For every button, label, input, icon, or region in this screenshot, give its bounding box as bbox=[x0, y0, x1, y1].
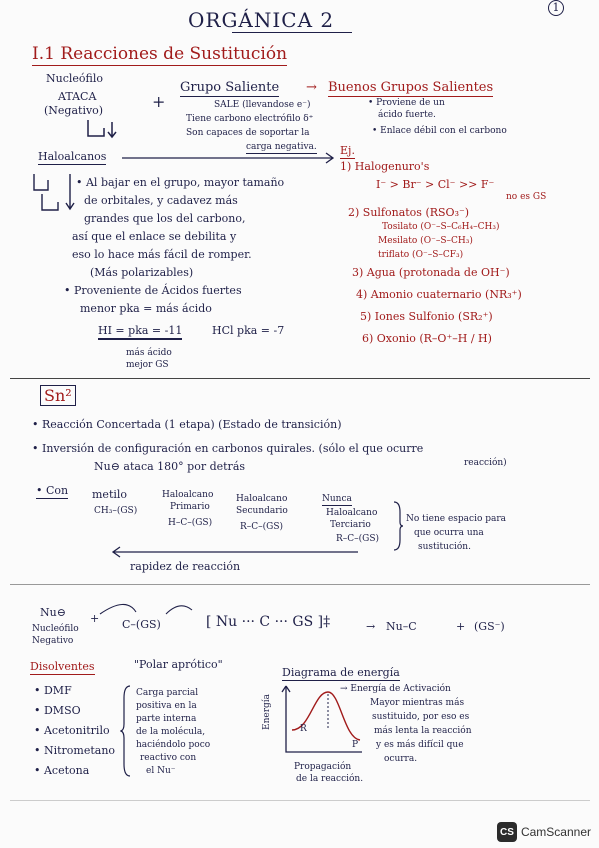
methyl-structure: CH₃–(GS) bbox=[94, 506, 138, 516]
note-line-2: de orbitales, y cadavez más bbox=[84, 194, 238, 207]
example-2-tosilato: Tosilato (O⁻–S–C₆H₄–CH₃) bbox=[382, 222, 500, 232]
note-line-1: • Al bajar en el grupo, mayor tamaño bbox=[76, 176, 285, 189]
ataca-label: ATACA bbox=[58, 90, 97, 103]
energy-note-2: Mayor mientras más bbox=[370, 698, 465, 708]
sn2-bullet-1: • Reacción Concertada (1 etapa) (Estado de transición) bbox=[32, 418, 342, 431]
secondary-label-1: Haloalcano bbox=[236, 494, 288, 504]
right-brace-icon bbox=[392, 500, 404, 552]
solvent-dmso: • DMSO bbox=[34, 704, 81, 717]
section-title: I.1 Reacciones de Sustitución bbox=[32, 44, 288, 64]
negativo-label: (Negativo) bbox=[44, 104, 104, 117]
page-number: 1 bbox=[548, 0, 564, 16]
solvents-type: "Polar aprótico" bbox=[134, 658, 223, 671]
note-line-6: (Más polarizables) bbox=[90, 266, 194, 279]
mech-nucleofilo: Nucleófilo bbox=[32, 624, 79, 634]
example-1-order: I⁻ > Br⁻ > Cl⁻ >> F⁻ bbox=[376, 178, 495, 191]
ejemplo-label: Ej. bbox=[340, 144, 355, 157]
primary-label-2: Primario bbox=[170, 502, 210, 512]
mech-nu: Nu⊖ bbox=[40, 606, 66, 619]
rapidez-label: rapidez de reacción bbox=[130, 560, 241, 573]
example-2-mesilato: Mesilato (O⁻–S–CH₃) bbox=[378, 236, 473, 246]
solvent-nitrometano: • Nitrometano bbox=[34, 744, 116, 757]
energy-note-3: sustituido, por eso es bbox=[372, 712, 470, 722]
example-4: 4) Amonio cuaternario (NR₃⁺) bbox=[356, 288, 522, 301]
solvent-acetonitrilo: • Acetonitrilo bbox=[34, 724, 110, 737]
mech-reactant: C–(GS) bbox=[122, 618, 161, 631]
example-1-note: no es GS bbox=[506, 192, 547, 202]
right-arrow-icon bbox=[118, 150, 340, 164]
energy-title: Diagrama de energía bbox=[282, 666, 400, 679]
note-line-7: • Proveniente de Ácidos fuertes bbox=[64, 284, 242, 297]
sn2-title: Sn² bbox=[40, 386, 76, 405]
hcl-pka: HCl pka = -7 bbox=[212, 324, 285, 337]
left-brace-icon bbox=[120, 684, 132, 778]
solvent-note-7: el Nu⁻ bbox=[146, 766, 176, 776]
solvents-title: Disolventes bbox=[30, 660, 95, 673]
energy-xlabel-2: de la reacción. bbox=[296, 774, 364, 784]
nucleofilo-label: Nucleófilo bbox=[46, 72, 103, 85]
con-label: • Con bbox=[36, 484, 69, 497]
secondary-label-2: Secundario bbox=[236, 506, 288, 516]
energy-note-4: más lenta la reacción bbox=[374, 726, 472, 736]
example-1: 1) Halogenuro's bbox=[340, 160, 430, 173]
metilo-label: metilo bbox=[92, 488, 128, 501]
example-5: 5) Iones Sulfonio (SR₂⁺) bbox=[360, 310, 493, 323]
energy-note-6: ocurra. bbox=[384, 754, 418, 764]
energy-xlabel-1: Propagación bbox=[294, 762, 352, 772]
title-underline bbox=[232, 32, 352, 33]
mejor-gs-label: mejor GS bbox=[126, 360, 169, 370]
energy-note-1: → Energía de Activación bbox=[340, 684, 451, 694]
secondary-structure: R–C–(GS) bbox=[240, 522, 284, 532]
haloalcanos-label: Haloalcanos bbox=[38, 150, 107, 163]
energy-p: P bbox=[352, 740, 359, 750]
note-line-4: así que el enlace se debilita y bbox=[72, 230, 237, 243]
solvent-note-5: haciéndolo poco bbox=[136, 740, 211, 750]
camscanner-watermark bbox=[497, 822, 591, 842]
grupo-saliente-label: Grupo Saliente bbox=[180, 80, 280, 95]
group-arrow-icon bbox=[30, 170, 78, 214]
proviene-line2: ácido fuerte. bbox=[378, 110, 436, 120]
mech-plus-2: + bbox=[456, 620, 466, 633]
sale-text: SALE (llevandose e⁻) bbox=[214, 100, 311, 110]
solvent-note-6: reactivo con bbox=[140, 753, 197, 763]
energy-note-5: y es más difícil que bbox=[376, 740, 464, 750]
solvent-dmf: • DMF bbox=[34, 684, 72, 697]
tertiary-label-2: Terciario bbox=[330, 520, 371, 530]
mech-arrow: → bbox=[366, 620, 376, 633]
mech-negativo: Negativo bbox=[32, 636, 74, 646]
mech-transition-state: [ Nu ··· C ··· GS ]‡ bbox=[206, 614, 331, 630]
note-line-8: menor pka = más ácido bbox=[80, 302, 212, 315]
camscanner-logo-icon: CS bbox=[497, 822, 517, 842]
buenos-arrow: → bbox=[306, 80, 317, 95]
solvent-acetona: • Acetona bbox=[34, 764, 90, 777]
proviene-line1: • Proviene de un bbox=[368, 98, 445, 108]
plus-sign: + bbox=[152, 92, 166, 111]
nunca-label: Nunca bbox=[322, 494, 352, 504]
note-line-3: grandes que los del carbono, bbox=[84, 212, 246, 225]
down-arrow-icon bbox=[82, 118, 126, 140]
solvent-note-4: de la molécula, bbox=[136, 727, 206, 737]
divider-2 bbox=[10, 584, 590, 585]
mech-gs-minus: (GS⁻) bbox=[474, 620, 505, 633]
carga-text: carga negativa. bbox=[246, 142, 317, 152]
page-bottom-edge bbox=[10, 800, 590, 801]
camscanner-brand: CamScanner bbox=[520, 825, 591, 839]
divider-1 bbox=[10, 378, 590, 379]
primary-label-1: Haloalcano bbox=[162, 490, 214, 500]
energy-diagram bbox=[270, 682, 370, 762]
curved-arrow-icon bbox=[96, 596, 206, 620]
mech-product: Nu–C bbox=[386, 620, 417, 633]
mas-acido-label: más ácido bbox=[126, 348, 172, 358]
example-2: 2) Sulfonatos (RSO₃⁻) bbox=[348, 206, 470, 219]
example-6: 6) Oxonio (R–O⁺–H / H) bbox=[362, 332, 492, 345]
no-espacio-line-3: sustitución. bbox=[418, 542, 471, 552]
hi-pka: HI = pka = -11 bbox=[98, 324, 182, 337]
capaces-text: Son capaces de soportar la bbox=[186, 128, 310, 138]
sn2-nu-attack: Nu⊖ ataca 180° por detrás bbox=[94, 460, 246, 473]
solvent-note-3: parte interna bbox=[136, 714, 197, 724]
sn2-bullet-2b: reacción) bbox=[464, 458, 507, 468]
tiene-text: Tiene carbono electrófilo δ⁺ bbox=[186, 114, 314, 124]
tertiary-structure: R–C–(GS) bbox=[336, 534, 380, 544]
sn2-bullet-2: • Inversión de configuración en carbonos quirales. (sólo el que ocurre bbox=[32, 442, 424, 455]
primary-structure: H–C–(GS) bbox=[168, 518, 213, 528]
example-3: 3) Agua (protonada de OH⁻) bbox=[352, 266, 510, 279]
mech-plus-1: + bbox=[90, 612, 100, 625]
solvent-note-1: Carga parcial bbox=[136, 688, 199, 698]
enlace-debil-text: • Enlace débil con el carbono bbox=[372, 126, 507, 136]
page-title: ORGÁNICA 2 bbox=[188, 8, 335, 32]
left-arrow-icon bbox=[108, 546, 362, 558]
example-2-triflato: triflato (O⁻–S–CF₃) bbox=[378, 250, 464, 260]
tertiary-label-1: Haloalcano bbox=[326, 508, 378, 518]
solvent-note-2: positiva en la bbox=[136, 701, 197, 711]
note-line-5: eso lo hace más fácil de romper. bbox=[72, 248, 252, 261]
no-espacio-line-1: No tiene espacio para bbox=[406, 514, 507, 524]
energy-ylabel: Energía bbox=[262, 694, 272, 730]
buenos-grupos-title: Buenos Grupos Salientes bbox=[328, 80, 494, 95]
energy-r: R bbox=[300, 724, 307, 734]
no-espacio-line-2: que ocurra una bbox=[414, 528, 484, 538]
